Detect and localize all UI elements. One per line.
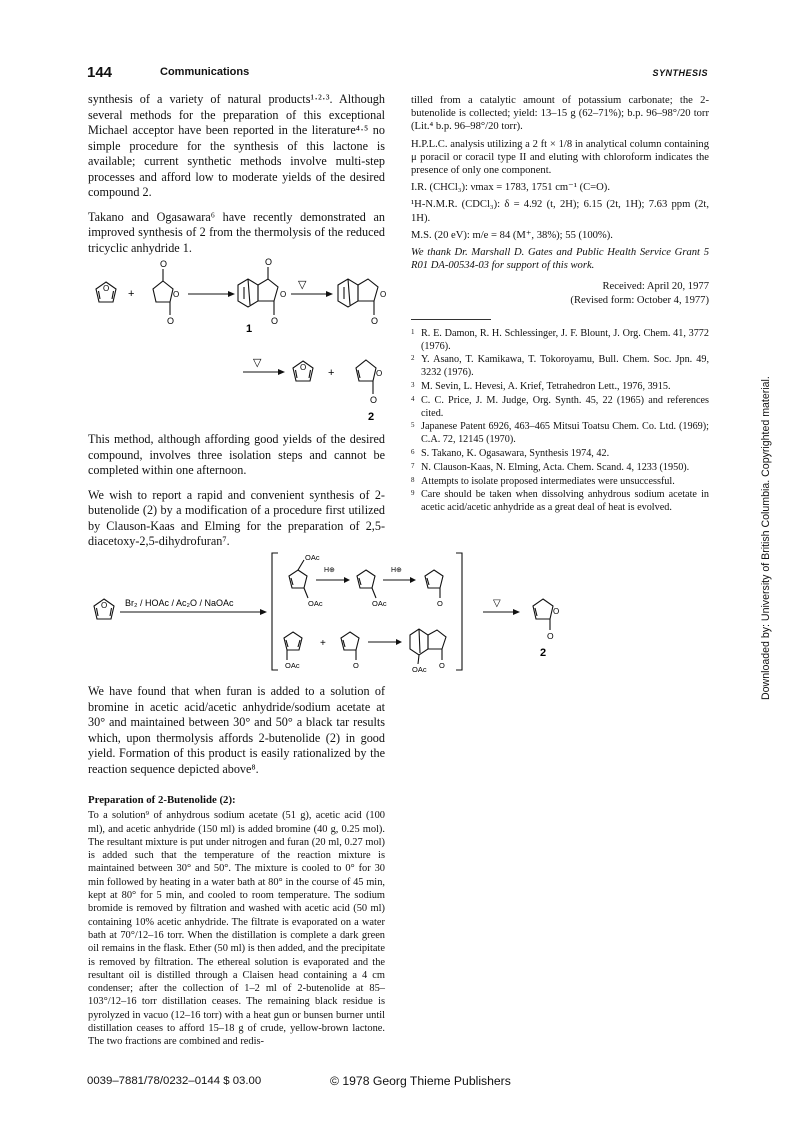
- preparation-title: Preparation of 2-Butenolide (2):: [88, 794, 236, 806]
- o-label: O: [553, 607, 560, 616]
- reference-number: 4: [411, 394, 415, 403]
- o-label: O: [280, 290, 287, 299]
- issn-code: 0039–7881/78/0232–0144 $ 03.00: [87, 1075, 262, 1087]
- ms-data: M.S. (20 eV): m/e = 84 (M⁺, 38%); 55 (100%).: [411, 229, 613, 241]
- o-label: O: [353, 661, 359, 670]
- heat-symbol: ▽: [253, 357, 262, 369]
- reference-text: N. Clauson-Kaas, N. Elming, Acta. Chem. Scand. 4, 1233 (1950).: [421, 461, 690, 473]
- o-label: O: [437, 599, 443, 608]
- reference-item: [411, 448, 709, 461]
- arrow-head: [513, 609, 520, 615]
- distillation-paragraph: tilled from a catalytic amount of potassium carbonate; the 2-butenolide is collected; yield: 13–15 g (62–71%); b.p. 96–98°/20 torr (Lit.⁴ b.p. 96–98°/20 torr).: [411, 95, 709, 133]
- plus-sign: +: [128, 288, 135, 300]
- arrow-head: [396, 639, 402, 645]
- o-label: O: [547, 631, 554, 641]
- o-label: O: [103, 284, 110, 293]
- bicyclic-lactone-structure: [338, 279, 386, 326]
- compound-1-label: 1: [246, 323, 253, 335]
- acetoxy-furan-structure: [357, 570, 387, 608]
- left-column-lower: [88, 684, 385, 786]
- preparation-section: [88, 794, 385, 1049]
- o-label: O: [265, 258, 273, 267]
- reference-text: S. Takano, K. Ogasawara, Synthesis 1974, 42.: [421, 448, 610, 460]
- reference-text: Attempts to isolate proposed intermediates were unsuccessful.: [421, 475, 675, 487]
- oac-label: OAc: [305, 553, 320, 562]
- o-label: O: [370, 395, 378, 405]
- furan-structure: [293, 361, 313, 381]
- reference-item: [411, 395, 709, 421]
- o-label: O: [371, 316, 379, 326]
- mechanism-scheme: [88, 548, 708, 680]
- preparation-text: To a solution⁹ of anhydrous sodium acetate (51 g), acetic acid (100 ml), and acetic anhydride (150 ml) is added bromine (40 g, 0.25 mol). The resultant mixture is put under nitrogen and furan (20 ml, 0.27 mol) is added such that the temperature of the reaction mixture is maintained between 30° and 50°. The mixture is cooled to 0° for 30 min followed by heating in a water bath at 80° in the course of 45 min, kept at 80° for 5 min, and cooled to room temperature. The sodium bromide is removed by filtration and washed with acetic acid (50 ml) containing 10% acetic anhydride. The filtrate is evaporated on a water bath at 70°/12–16 torr. When the distillation is complete a dark green oil remains in the flask. Ether (50 ml) is then added, and the precipitate is removed by filtration. The ethereal solution is evaporated and the resultant oil is distilled through a Claisen head containing a 4 cm condenser; after the collection of 1–2 ml of 2-butenolide at 85–103°/12–16 torr distillation ceases. The remaining black residue is pyrolyzed in vacuo (12–16 torr) with a heat gun or bunsen burner until distillation ceases to afford 15–18 g of crude, yellow-brown lactone. The two fractions are combined and redis-: [88, 810, 385, 1048]
- revised-date: (Revised form: October 4, 1977): [570, 294, 709, 306]
- oac-label: OAc: [412, 665, 427, 674]
- ir-data: I.R. (CHCl₃): νmax = 1783, 1751 cm⁻¹ (C=O).: [411, 182, 610, 194]
- nmr-data: ¹H-N.M.R. (CDCl₃): δ = 4.92 (t, 2H); 6.15 (2t, 1H); 7.63 ppm (2t, 1H).: [411, 199, 709, 224]
- o-label: O: [376, 369, 383, 378]
- right-column: [411, 94, 709, 516]
- reference-text: M. Sevin, L. Hevesi, A. Krief, Tetrahedron Lett., 1976, 3915.: [421, 381, 671, 393]
- adduct-structure: [410, 629, 446, 674]
- butenolide-structure: [425, 570, 443, 608]
- download-notice: [760, 340, 776, 700]
- reference-text: C. C. Price, J. M. Judge, Org. Synth. 45, 22 (1965) and references cited.: [421, 394, 709, 419]
- reagents-label: Br₂ / HOAc / Ac₂O / NaOAc: [125, 598, 234, 608]
- arrow-head: [410, 577, 416, 583]
- oac-label: OAc: [285, 661, 300, 670]
- reference-item: [411, 354, 709, 380]
- takano-scheme: [88, 258, 398, 428]
- right-bracket: [456, 553, 462, 670]
- reference-text: R. E. Damon, R. H. Schlessinger, J. F. Blount, J. Org. Chem. 41, 3772 (1976).: [421, 327, 709, 352]
- left-column-top: [88, 92, 385, 265]
- reference-number: 1: [411, 327, 415, 336]
- furan-structure: [94, 599, 114, 619]
- report-paragraph: We wish to report a rapid and convenient synthesis of 2-butenolide (2) by a modification of a procedure first utilized by Clauson-Kaas and Elming for the preparation of 2,5-diacetoxy-2,5-dihydrofuran⁷.: [88, 487, 385, 548]
- o-label: O: [380, 290, 387, 299]
- reference-number: 8: [411, 475, 415, 484]
- hplc-paragraph: H.P.L.C. analysis utilizing a 2 ft × 1/8 in analytical column containing μ poracil or coracil type II and eluting with chloroform indicates the presence of only one component.: [411, 138, 709, 177]
- page-number: 144: [87, 64, 113, 81]
- finding-paragraph: We have found that when furan is added to a solution of bromine in acetic acid/acetic anhydride/sodium acetate at 30° and maintained between 30° and 50° a black tar results which, upon thermolysis affords 2-butenolide (2) in good yield. Formation of this product is easily rationalized by the reaction sequence depicted above⁸.: [88, 684, 385, 776]
- furan-structure: [284, 632, 302, 670]
- arrow-head: [278, 369, 285, 375]
- o-label: O: [167, 316, 175, 326]
- reference-number: 7: [411, 461, 415, 470]
- o-label: O: [300, 363, 307, 372]
- o-label: O: [271, 316, 279, 326]
- plus-sign: +: [320, 638, 326, 649]
- reference-text: Japanese Patent 6926, 463–465 Mitsui Toatsu Chem. Co. Ltd. (1969); C.A. 72, 12145 (1970).: [421, 421, 709, 446]
- furan-structure: [96, 282, 116, 302]
- arrow-head: [326, 291, 333, 297]
- compound-2-label: 2: [540, 647, 547, 659]
- o-label: O: [101, 601, 108, 610]
- reference-item: [411, 381, 709, 394]
- journal-name: SYNTHESIS: [652, 68, 708, 78]
- reference-number: 5: [411, 421, 415, 430]
- acknowledgement: We thank Dr. Marshall D. Gates and Public Health Service Grant 5 R01 DA-00534-03 for support of this work.: [411, 247, 709, 272]
- heat-symbol: ▽: [493, 598, 501, 609]
- oac-label: OAc: [308, 599, 323, 608]
- reference-number: 2: [411, 354, 415, 363]
- received-date: Received: April 20, 1977: [602, 281, 709, 293]
- butenolide-structure: [356, 360, 382, 405]
- reference-item: [411, 489, 709, 515]
- reference-number: 9: [411, 489, 415, 498]
- heat-symbol: ▽: [298, 279, 307, 291]
- reference-number: 3: [411, 381, 415, 390]
- section-title: Communications: [160, 66, 250, 78]
- method-paragraph: This method, although affording good yields of the desired compound, involves three isolation steps and cannot be completed within one afternoon.: [88, 432, 385, 477]
- references-list: [411, 328, 709, 515]
- footnote-rule: [411, 319, 491, 320]
- arrow-head: [344, 577, 350, 583]
- left-column-middle: [88, 432, 385, 559]
- plus-sign: +: [328, 367, 335, 379]
- oac-label: OAc: [372, 599, 387, 608]
- left-bracket: [272, 553, 278, 670]
- reference-item: [411, 421, 709, 447]
- intro-paragraph: synthesis of a variety of natural products¹·²·³. Although several methods for the preparation of this exceptional Michael acceptor have been reported in the literature⁴·⁵ no simple procedure for the synthesis of this lactone is available; current synthetic methods involve multi-step processes and afford low to moderate yields of the desired compound 2.: [88, 92, 385, 199]
- compound-2-label: 2: [368, 411, 375, 423]
- arrow-head: [228, 291, 235, 297]
- arrow-head: [260, 609, 267, 615]
- o-label: O: [439, 661, 445, 670]
- o-label: O: [173, 290, 180, 299]
- publisher-copyright: © 1978 Georg Thieme Publishers: [330, 1074, 511, 1088]
- h-plus-label: H⊕: [391, 567, 402, 574]
- reference-item: [411, 476, 709, 489]
- download-notice-text: Downloaded by: University of British Columbia. Copyrighted material.: [760, 376, 772, 700]
- maleic-anhydride-structure: [153, 259, 179, 326]
- reference-item: [411, 462, 709, 475]
- butenolide-structure: [341, 632, 359, 670]
- compound-1-structure: [238, 258, 286, 326]
- butenolide-product-structure: [533, 599, 559, 641]
- reference-text: Care should be taken when dissolving anhydrous sodium acetate in acetic acid/acetic anhydride as a great deal of heat is evolved.: [421, 489, 709, 514]
- reference-item: [411, 328, 709, 354]
- h-plus-label: H⊕: [324, 567, 335, 574]
- o-label: O: [160, 259, 168, 269]
- takano-paragraph: Takano and Ogasawara⁶ have recently demonstrated an improved synthesis of 2 from the thermolysis of the reduced tricyclic anhydride 1.: [88, 209, 385, 255]
- reference-number: 6: [411, 448, 415, 457]
- reference-text: Y. Asano, T. Kamikawa, T. Tokoroyamu, Bull. Chem. Soc. Jpn. 49, 3232 (1976).: [421, 354, 709, 379]
